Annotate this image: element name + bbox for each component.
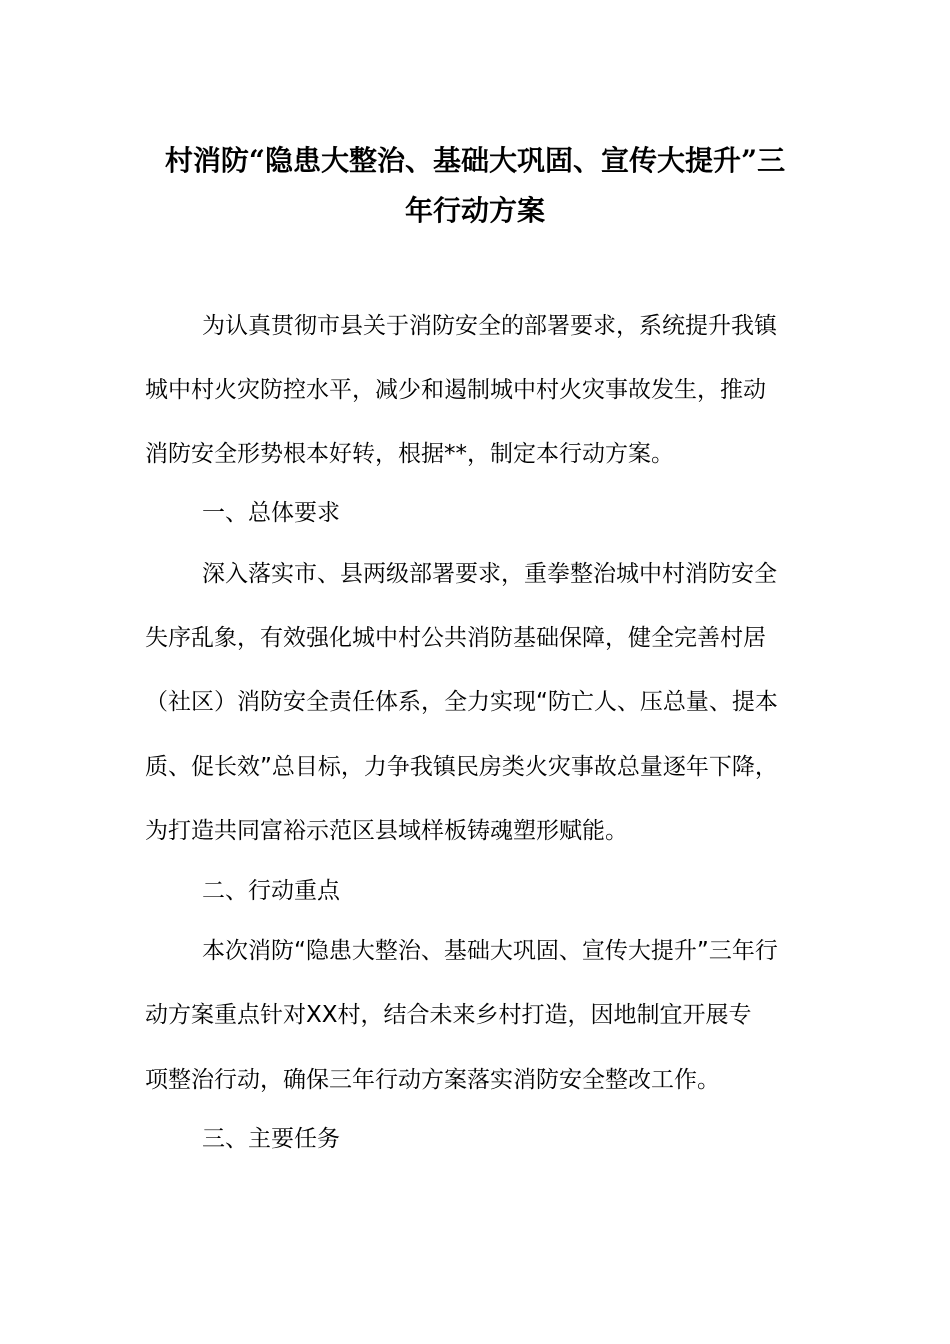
paragraph-2-line-5: 为打造共同富裕示范区县域样板铸魂塑形赋能。 <box>145 818 628 844</box>
paragraph-1-line-1: 为认真贯彻市县关于消防安全的部署要求，系统提升我镇 <box>202 313 777 339</box>
paragraph-2-line-1: 深入落实市、县两级部署要求，重拳整治城中村消防安全 <box>202 561 777 587</box>
paragraph-3-line-2: 动方案重点针对XX村，结合未来乡村打造，因地制宜开展专 <box>145 1002 752 1028</box>
document-title-line-1: 村消防“隐患大整治、基础大巩固、宣传大提升”三 <box>164 144 786 177</box>
document-title-line-2: 年行动方案 <box>404 194 545 227</box>
section-heading-3: 三、主要任务 <box>202 1126 340 1152</box>
paragraph-3-line-3: 项整治行动，确保三年行动方案落实消防安全整改工作。 <box>145 1067 720 1093</box>
section-heading-1: 一、总体要求 <box>202 500 340 526</box>
paragraph-2-line-4: 质、促长效”总目标，力争我镇民房类火灾事故总量逐年下降， <box>145 754 778 780</box>
section-heading-2: 二、行动重点 <box>202 878 340 904</box>
paragraph-2-line-2: 失序乱象，有效强化城中村公共消防基础保障，健全完善村居 <box>145 625 766 651</box>
paragraph-1-line-2: 城中村火灾防控水平，减少和遏制城中村火灾事故发生，推动 <box>145 377 766 403</box>
paragraph-2-line-3: （社区）消防安全责任体系，全力实现“防亡人、压总量、提本 <box>145 689 778 715</box>
paragraph-3-line-1: 本次消防“隐患大整治、基础大巩固、宣传大提升”三年行 <box>202 938 778 964</box>
paragraph-1-line-3: 消防安全形势根本好转，根据**，制定本行动方案。 <box>145 441 674 467</box>
